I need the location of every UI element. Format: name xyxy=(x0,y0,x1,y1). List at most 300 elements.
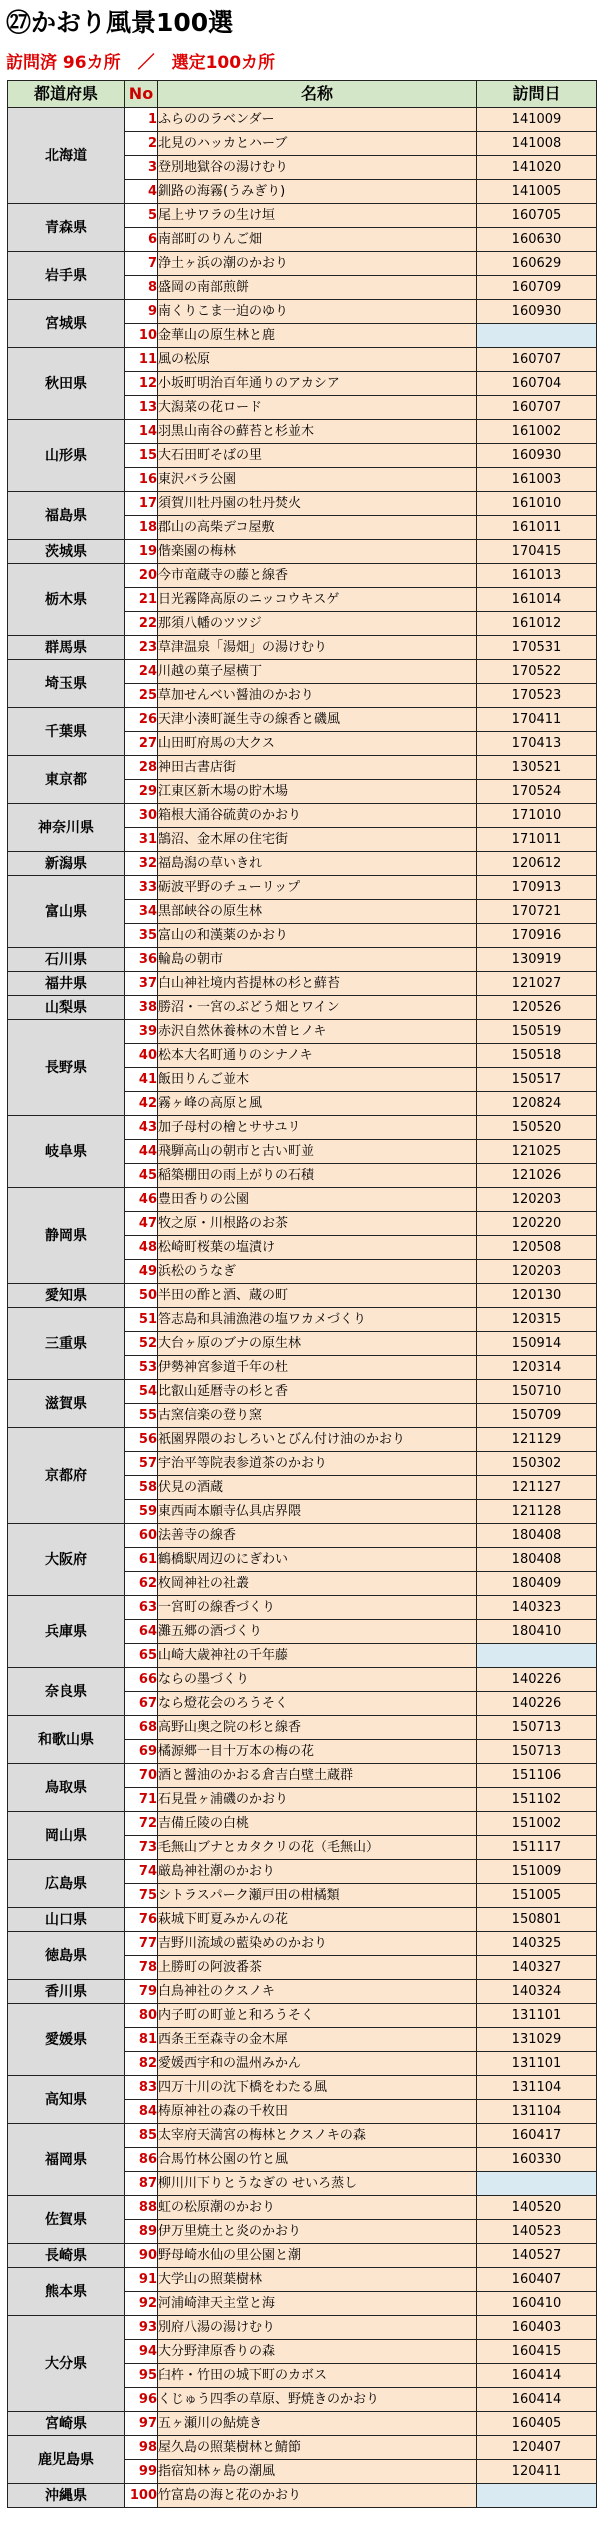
table-row xyxy=(8,636,597,660)
number-cell: 8 xyxy=(125,276,158,300)
prefecture-cell: 鳥取県 xyxy=(8,1764,125,1812)
header-name: 名称 xyxy=(158,81,477,108)
prefecture-cell: 和歌山県 xyxy=(8,1716,125,1764)
prefecture-cell: 山梨県 xyxy=(8,996,125,1020)
page-title: ㉗かおり風景100選 xyxy=(6,8,234,37)
number-cell: 30 xyxy=(125,804,158,828)
visit-date-cell: 160930 xyxy=(477,444,597,468)
visit-date-cell: 160630 xyxy=(477,228,597,252)
table-row xyxy=(8,852,597,876)
name-cell: 南部町のりんご畑 xyxy=(158,228,477,252)
visit-date-cell: 170531 xyxy=(477,636,597,660)
name-cell: 箱根大涌谷硫黄のかおり xyxy=(158,804,477,828)
name-cell: 豊田香りの公園 xyxy=(158,1188,477,1212)
number-cell: 11 xyxy=(125,348,158,372)
visit-date-cell: 180408 xyxy=(477,1548,597,1572)
name-cell: 勝沼・一宮のぶどう畑とワイン xyxy=(158,996,477,1020)
name-cell: 砺波平野のチューリップ xyxy=(158,876,477,900)
visit-date-cell: 160417 xyxy=(477,2124,597,2148)
name-cell: 大石田町そばの里 xyxy=(158,444,477,468)
name-cell: 飯田りんご並木 xyxy=(158,1068,477,1092)
visit-date-cell: 120203 xyxy=(477,1260,597,1284)
visit-date-cell: 161014 xyxy=(477,588,597,612)
visit-date-cell: 150710 xyxy=(477,1380,597,1404)
visit-date-cell: 150302 xyxy=(477,1452,597,1476)
number-cell: 76 xyxy=(125,1908,158,1932)
visit-date-cell: 121027 xyxy=(477,972,597,996)
visit-date-cell: 161012 xyxy=(477,612,597,636)
name-cell: 山崎大歳神社の千年藤 xyxy=(158,1644,477,1668)
prefecture-cell: 愛知県 xyxy=(8,1284,125,1308)
prefecture-cell: 大阪府 xyxy=(8,1524,125,1596)
table-row xyxy=(8,1188,597,1212)
number-cell: 91 xyxy=(125,2268,158,2292)
visit-summary: 訪問済 96カ所 ／ 選定100カ所 xyxy=(6,53,276,73)
header-prefecture: 都道府県 xyxy=(8,81,125,108)
header-visit-date: 訪問日 xyxy=(477,81,597,108)
number-cell: 24 xyxy=(125,660,158,684)
prefecture-cell: 青森県 xyxy=(8,204,125,252)
number-cell: 32 xyxy=(125,852,158,876)
prefecture-cell: 徳島県 xyxy=(8,1932,125,1980)
name-cell: 竹富島の海と花のかおり xyxy=(158,2484,477,2508)
prefecture-cell: 熊本県 xyxy=(8,2268,125,2316)
name-cell: 指宿知林ヶ島の潮風 xyxy=(158,2460,477,2484)
table-row xyxy=(8,420,597,444)
visit-date-cell: 140325 xyxy=(477,1932,597,1956)
name-cell: 福島潟の草いきれ xyxy=(158,852,477,876)
name-cell: 上勝町の阿波番茶 xyxy=(158,1956,477,1980)
visit-date-cell: 141008 xyxy=(477,132,597,156)
name-cell: 梼原神社の森の千枚田 xyxy=(158,2100,477,2124)
number-cell: 88 xyxy=(125,2196,158,2220)
name-cell: 柳川川下りとうなぎの せいろ蒸し xyxy=(158,2172,477,2196)
table-row xyxy=(8,300,597,324)
name-cell: 臼杵・竹田の城下町のカボス xyxy=(158,2364,477,2388)
visit-date-cell: 150914 xyxy=(477,1332,597,1356)
visit-date-cell: 161003 xyxy=(477,468,597,492)
number-cell: 66 xyxy=(125,1668,158,1692)
visit-date-cell: 170411 xyxy=(477,708,597,732)
visit-date-cell: 140527 xyxy=(477,2244,597,2268)
number-cell: 16 xyxy=(125,468,158,492)
number-cell: 98 xyxy=(125,2436,158,2460)
visit-date-cell: 131101 xyxy=(477,2004,597,2028)
prefecture-cell: 宮崎県 xyxy=(8,2412,125,2436)
number-cell: 68 xyxy=(125,1716,158,1740)
visit-date-cell: 151002 xyxy=(477,1812,597,1836)
name-cell: 祇園界隈のおしろいとびん付け油のかおり xyxy=(158,1428,477,1452)
table-row xyxy=(8,2268,597,2292)
number-cell: 21 xyxy=(125,588,158,612)
number-cell: 57 xyxy=(125,1452,158,1476)
visit-date-cell: 160407 xyxy=(477,2268,597,2292)
visit-date-cell: 160709 xyxy=(477,276,597,300)
name-cell: 飛騨高山の朝市と古い町並 xyxy=(158,1140,477,1164)
number-cell: 26 xyxy=(125,708,158,732)
number-cell: 71 xyxy=(125,1788,158,1812)
name-cell: 鵠沼、金木犀の住宅街 xyxy=(158,828,477,852)
name-cell: 羽黒山南谷の蘚苔と杉並木 xyxy=(158,420,477,444)
prefecture-cell: 長野県 xyxy=(8,1020,125,1116)
name-cell: 厳島神社潮のかおり xyxy=(158,1860,477,1884)
number-cell: 95 xyxy=(125,2364,158,2388)
name-cell: 合馬竹林公園の竹と風 xyxy=(158,2148,477,2172)
name-cell: 松崎町桜葉の塩漬け xyxy=(158,1236,477,1260)
number-cell: 81 xyxy=(125,2028,158,2052)
name-cell: 南くりこま一迫のゆり xyxy=(158,300,477,324)
prefecture-cell: 滋賀県 xyxy=(8,1380,125,1428)
table-row xyxy=(8,2004,597,2028)
visit-date-cell: 120203 xyxy=(477,1188,597,1212)
table-row xyxy=(8,2124,597,2148)
prefecture-cell: 岐阜県 xyxy=(8,1116,125,1188)
table-row xyxy=(8,1932,597,1956)
visit-date-cell: 130521 xyxy=(477,756,597,780)
table-row xyxy=(8,1764,597,1788)
number-cell: 2 xyxy=(125,132,158,156)
name-cell: 天津小湊町誕生寺の線香と磯風 xyxy=(158,708,477,732)
number-cell: 92 xyxy=(125,2292,158,2316)
visit-date-cell: 160707 xyxy=(477,396,597,420)
visit-date-cell: 161010 xyxy=(477,492,597,516)
name-cell: ふらののラベンダー xyxy=(158,108,477,132)
prefecture-cell: 大分県 xyxy=(8,2316,125,2412)
visit-date-cell: 170523 xyxy=(477,684,597,708)
name-cell: 虹の松原潮のかおり xyxy=(158,2196,477,2220)
number-cell: 84 xyxy=(125,2100,158,2124)
name-cell: 別府八湯の湯けむり xyxy=(158,2316,477,2340)
visit-date-cell: 151005 xyxy=(477,1884,597,1908)
number-cell: 34 xyxy=(125,900,158,924)
number-cell: 35 xyxy=(125,924,158,948)
number-cell: 49 xyxy=(125,1260,158,1284)
name-cell: 吉備丘陵の白桃 xyxy=(158,1812,477,1836)
number-cell: 64 xyxy=(125,1620,158,1644)
visit-date-cell: 160629 xyxy=(477,252,597,276)
visit-date-cell: 150517 xyxy=(477,1068,597,1092)
name-cell: くじゅう四季の草原、野焼きのかおり xyxy=(158,2388,477,2412)
number-cell: 82 xyxy=(125,2052,158,2076)
number-cell: 48 xyxy=(125,1236,158,1260)
name-cell: 那須八幡のツツジ xyxy=(158,612,477,636)
number-cell: 47 xyxy=(125,1212,158,1236)
number-cell: 70 xyxy=(125,1764,158,1788)
visit-date-cell: 120508 xyxy=(477,1236,597,1260)
visit-date-cell: 120824 xyxy=(477,1092,597,1116)
name-cell: 東沢バラ公園 xyxy=(158,468,477,492)
visit-date-cell: 161011 xyxy=(477,516,597,540)
table-row xyxy=(8,1284,597,1308)
visit-date-cell: 141005 xyxy=(477,180,597,204)
visit-date-cell: 121026 xyxy=(477,1164,597,1188)
number-cell: 83 xyxy=(125,2076,158,2100)
visit-date-cell: 120407 xyxy=(477,2436,597,2460)
prefecture-cell: 福岡県 xyxy=(8,2124,125,2196)
table-row xyxy=(8,756,597,780)
name-cell: 枚岡神社の社叢 xyxy=(158,1572,477,1596)
name-cell: 金華山の原生林と鹿 xyxy=(158,324,477,348)
prefecture-cell: 沖縄県 xyxy=(8,2484,125,2508)
prefecture-cell: 岡山県 xyxy=(8,1812,125,1860)
prefecture-cell: 新潟県 xyxy=(8,852,125,876)
name-cell: 浜松のうなぎ xyxy=(158,1260,477,1284)
visit-date-cell xyxy=(477,324,597,348)
visit-date-cell: 170413 xyxy=(477,732,597,756)
visit-date-cell: 131029 xyxy=(477,2028,597,2052)
name-cell: 灘五郷の酒づくり xyxy=(158,1620,477,1644)
table-row xyxy=(8,948,597,972)
number-cell: 72 xyxy=(125,1812,158,1836)
number-cell: 63 xyxy=(125,1596,158,1620)
number-cell: 19 xyxy=(125,540,158,564)
number-cell: 33 xyxy=(125,876,158,900)
visit-date-cell xyxy=(477,2484,597,2508)
visit-date-cell: 120411 xyxy=(477,2460,597,2484)
name-cell: 五ヶ瀬川の鮎焼き xyxy=(158,2412,477,2436)
table-row xyxy=(8,2076,597,2100)
table-row xyxy=(8,2484,597,2508)
prefecture-cell: 山口県 xyxy=(8,1908,125,1932)
table-row xyxy=(8,1308,597,1332)
table-row xyxy=(8,1812,597,1836)
number-cell: 94 xyxy=(125,2340,158,2364)
name-cell: 白鳥神社のクスノキ xyxy=(158,1980,477,2004)
name-cell: 一宮町の線香づくり xyxy=(158,1596,477,1620)
name-cell: 比叡山延暦寺の杉と香 xyxy=(158,1380,477,1404)
prefecture-cell: 栃木県 xyxy=(8,564,125,636)
fragrance-landscape-table xyxy=(7,80,597,2508)
visit-date-cell: 120526 xyxy=(477,996,597,1020)
name-cell: 江東区新木場の貯木場 xyxy=(158,780,477,804)
name-cell: 内子町の町並と和ろうそく xyxy=(158,2004,477,2028)
number-cell: 13 xyxy=(125,396,158,420)
number-cell: 87 xyxy=(125,2172,158,2196)
number-cell: 62 xyxy=(125,1572,158,1596)
name-cell: 白山神社境内苔提林の杉と蘚苔 xyxy=(158,972,477,996)
name-cell: 太宰府天満宮の梅林とクスノキの森 xyxy=(158,2124,477,2148)
visit-date-cell: 170415 xyxy=(477,540,597,564)
name-cell: 盛岡の南部煎餅 xyxy=(158,276,477,300)
table-header-row xyxy=(8,81,597,108)
name-cell: 古窯信楽の登り窯 xyxy=(158,1404,477,1428)
name-cell: 橘源郷一目十万本の梅の花 xyxy=(158,1740,477,1764)
table-row xyxy=(8,1860,597,1884)
table-row xyxy=(8,1716,597,1740)
name-cell: 釧路の海霧(うみぎり) xyxy=(158,180,477,204)
number-cell: 67 xyxy=(125,1692,158,1716)
name-cell: 野母崎水仙の里公園と潮 xyxy=(158,2244,477,2268)
name-cell: 愛媛西宇和の温州みかん xyxy=(158,2052,477,2076)
table-row xyxy=(8,540,597,564)
table-row xyxy=(8,2436,597,2460)
number-cell: 17 xyxy=(125,492,158,516)
number-cell: 89 xyxy=(125,2220,158,2244)
prefecture-cell: 静岡県 xyxy=(8,1188,125,1284)
name-cell: 黒部峡谷の原生林 xyxy=(158,900,477,924)
name-cell: 浄土ヶ浜の潮のかおり xyxy=(158,252,477,276)
number-cell: 41 xyxy=(125,1068,158,1092)
number-cell: 80 xyxy=(125,2004,158,2028)
number-cell: 9 xyxy=(125,300,158,324)
name-cell: 吉野川流域の藍染めのかおり xyxy=(158,1932,477,1956)
prefecture-cell: 佐賀県 xyxy=(8,2196,125,2244)
name-cell: 屋久島の照葉樹林と鯖節 xyxy=(158,2436,477,2460)
visit-date-cell: 160414 xyxy=(477,2364,597,2388)
name-cell: 川越の菓子屋横丁 xyxy=(158,660,477,684)
visit-date-cell: 151009 xyxy=(477,1860,597,1884)
name-cell: 毛無山ブナとカタクリの花（毛無山） xyxy=(158,1836,477,1860)
table-row xyxy=(8,2244,597,2268)
name-cell: 今市竜蔵寺の藤と線香 xyxy=(158,564,477,588)
name-cell: 高野山奥之院の杉と線香 xyxy=(158,1716,477,1740)
visit-date-cell: 151102 xyxy=(477,1788,597,1812)
visit-date-cell: 171011 xyxy=(477,828,597,852)
visit-date-cell: 120314 xyxy=(477,1356,597,1380)
name-cell: 小坂町明治百年通りのアカシア xyxy=(158,372,477,396)
name-cell: 石見畳ヶ浦磯のかおり xyxy=(158,1788,477,1812)
table-row xyxy=(8,348,597,372)
name-cell: 答志島和具浦漁港の塩ワカメづくり xyxy=(158,1308,477,1332)
table-row xyxy=(8,1596,597,1620)
name-cell: 大潟菜の花ロード xyxy=(158,396,477,420)
table-row xyxy=(8,876,597,900)
name-cell: 半田の酢と酒、蔵の町 xyxy=(158,1284,477,1308)
visit-date-cell: 121129 xyxy=(477,1428,597,1452)
prefecture-cell: 京都府 xyxy=(8,1428,125,1524)
table-row xyxy=(8,2316,597,2340)
visit-date-cell: 170524 xyxy=(477,780,597,804)
visit-date-cell: 131101 xyxy=(477,2052,597,2076)
prefecture-cell: 石川県 xyxy=(8,948,125,972)
number-cell: 50 xyxy=(125,1284,158,1308)
visit-date-cell: 150801 xyxy=(477,1908,597,1932)
visit-date-cell: 140324 xyxy=(477,1980,597,2004)
table-row xyxy=(8,1668,597,1692)
name-cell: 河浦崎津天主堂と海 xyxy=(158,2292,477,2316)
visit-date-cell: 140327 xyxy=(477,1956,597,1980)
visit-date-cell: 150520 xyxy=(477,1116,597,1140)
number-cell: 31 xyxy=(125,828,158,852)
visit-date-cell: 161013 xyxy=(477,564,597,588)
visit-date-cell: 151117 xyxy=(477,1836,597,1860)
number-cell: 46 xyxy=(125,1188,158,1212)
prefecture-cell: 福島県 xyxy=(8,492,125,540)
visit-date-cell: 150709 xyxy=(477,1404,597,1428)
number-cell: 77 xyxy=(125,1932,158,1956)
visit-date-cell: 171010 xyxy=(477,804,597,828)
name-cell: 東西両本願寺仏具店界隈 xyxy=(158,1500,477,1524)
table-row xyxy=(8,996,597,1020)
table-row xyxy=(8,1980,597,2004)
name-cell: 風の松原 xyxy=(158,348,477,372)
name-cell: 登別地獄谷の湯けむり xyxy=(158,156,477,180)
prefecture-cell: 秋田県 xyxy=(8,348,125,420)
visit-date-cell: 170522 xyxy=(477,660,597,684)
visit-date-cell: 150518 xyxy=(477,1044,597,1068)
visit-date-cell: 131104 xyxy=(477,2076,597,2100)
number-cell: 74 xyxy=(125,1860,158,1884)
number-cell: 22 xyxy=(125,612,158,636)
name-cell: 北見のハッカとハーブ xyxy=(158,132,477,156)
visit-date-cell: 180409 xyxy=(477,1572,597,1596)
number-cell: 85 xyxy=(125,2124,158,2148)
number-cell: 18 xyxy=(125,516,158,540)
visit-date-cell: 140226 xyxy=(477,1668,597,1692)
number-cell: 20 xyxy=(125,564,158,588)
name-cell: 須賀川牡丹園の牡丹焚火 xyxy=(158,492,477,516)
number-cell: 27 xyxy=(125,732,158,756)
table-row xyxy=(8,1380,597,1404)
name-cell: 西条王至森寺の金木犀 xyxy=(158,2028,477,2052)
name-cell: 大学山の照葉樹林 xyxy=(158,2268,477,2292)
number-cell: 44 xyxy=(125,1140,158,1164)
name-cell: 大台ヶ原のブナの原生林 xyxy=(158,1332,477,1356)
prefecture-cell: 福井県 xyxy=(8,972,125,996)
name-cell: 神田古書店街 xyxy=(158,756,477,780)
visit-date-cell: 180408 xyxy=(477,1524,597,1548)
prefecture-cell: 広島県 xyxy=(8,1860,125,1908)
name-cell: 尾上サワラの生け垣 xyxy=(158,204,477,228)
number-cell: 43 xyxy=(125,1116,158,1140)
visit-date-cell: 131104 xyxy=(477,2100,597,2124)
number-cell: 45 xyxy=(125,1164,158,1188)
name-cell: 酒と醤油のかおる倉吉白壁土蔵群 xyxy=(158,1764,477,1788)
name-cell: なら燈花会のろうそく xyxy=(158,1692,477,1716)
visit-date-cell: 161002 xyxy=(477,420,597,444)
number-cell: 38 xyxy=(125,996,158,1020)
name-cell: 四万十川の沈下橋をわたる風 xyxy=(158,2076,477,2100)
number-cell: 59 xyxy=(125,1500,158,1524)
name-cell: 萩城下町夏みかんの花 xyxy=(158,1908,477,1932)
prefecture-cell: 埼玉県 xyxy=(8,660,125,708)
prefecture-cell: 愛媛県 xyxy=(8,2004,125,2076)
name-cell: 伏見の酒蔵 xyxy=(158,1476,477,1500)
number-cell: 78 xyxy=(125,1956,158,1980)
number-cell: 4 xyxy=(125,180,158,204)
number-cell: 52 xyxy=(125,1332,158,1356)
visit-date-cell: 120315 xyxy=(477,1308,597,1332)
table-row xyxy=(8,1908,597,1932)
visit-date-cell: 160704 xyxy=(477,372,597,396)
visit-date-cell: 150519 xyxy=(477,1020,597,1044)
name-cell: 富山の和漢薬のかおり xyxy=(158,924,477,948)
visit-date-cell: 160930 xyxy=(477,300,597,324)
visit-date-cell: 150713 xyxy=(477,1716,597,1740)
name-cell: 輪島の朝市 xyxy=(158,948,477,972)
table-row xyxy=(8,1020,597,1044)
number-cell: 36 xyxy=(125,948,158,972)
number-cell: 75 xyxy=(125,1884,158,1908)
visit-date-cell: 160410 xyxy=(477,2292,597,2316)
visit-date-cell: 160330 xyxy=(477,2148,597,2172)
table-row xyxy=(8,252,597,276)
table-row xyxy=(8,1428,597,1452)
number-cell: 37 xyxy=(125,972,158,996)
number-cell: 39 xyxy=(125,1020,158,1044)
number-cell: 53 xyxy=(125,1356,158,1380)
number-cell: 51 xyxy=(125,1308,158,1332)
number-cell: 60 xyxy=(125,1524,158,1548)
visit-date-cell xyxy=(477,2172,597,2196)
name-cell: 郡山の高柴デコ屋敷 xyxy=(158,516,477,540)
visit-date-cell: 140323 xyxy=(477,1596,597,1620)
table-row xyxy=(8,660,597,684)
name-cell: 法善寺の線香 xyxy=(158,1524,477,1548)
prefecture-cell: 富山県 xyxy=(8,876,125,948)
visit-date-cell: 140520 xyxy=(477,2196,597,2220)
name-cell: 赤沢自然休養林の木曽ヒノキ xyxy=(158,1020,477,1044)
